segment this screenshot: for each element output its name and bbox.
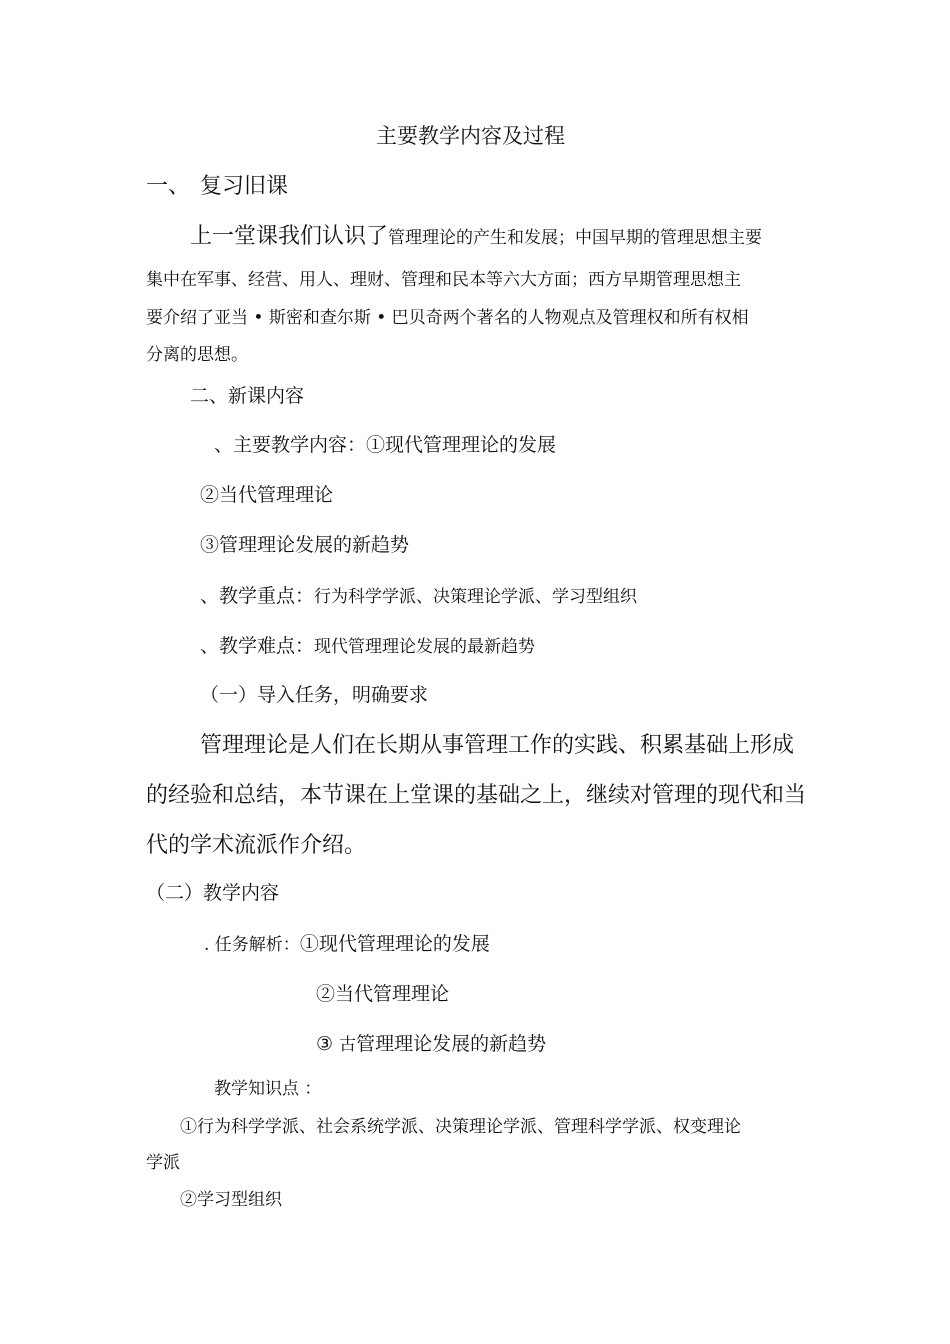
main-content-line1 [214,436,556,455]
knowledge-point1-line2: 学派 [146,1153,180,1173]
main-content-label: 、主要教学内容： [214,434,367,456]
knowledge-points-label: 教学知识点 ： [214,1079,322,1099]
paragraph-lead: 上一堂课我们认识了 [190,224,389,249]
main-content-item3: ③管理理论发展的新趋势 [200,534,410,556]
main-content-item2: ②当代管理理论 [200,484,334,506]
part1-paragraph-line2: 的经验和总结，本节课在上堂课的基础之上，继续对管理的现代和当 [146,783,807,808]
paragraph-text: 管理理论的产生和发展；中国早期的管理思想主要 [388,228,763,248]
task-item1: 现代管理理论的发展 [318,933,490,955]
section2-heading: 二、新课内容 [190,385,305,407]
part1-heading: （一）导入任务，明确要求 [200,684,429,706]
part1-paragraph-line1: 管理理论是人们在长期从事管理工作的实践、积累基础上形成 [200,733,795,758]
task-analysis-line1 [204,935,490,954]
section1-paragraph-line2: 集中在军事、经营、用人、理财、管理和民本等六大方面；西方早期管理思想主 [146,270,741,290]
page-title: 主要教学内容及过程 [376,124,565,148]
key-points-line [200,587,637,606]
task-item3-mark: 古 [339,1035,357,1055]
main-content-item1: ①现代管理理论的发展 [366,434,557,456]
task-analysis-label: . 任务解析： [204,935,300,955]
difficult-points-line [200,637,535,656]
task-item3: 管理理论发展的新趋势 [356,1033,547,1055]
knowledge-point1-line1: ①行为科学学派、社会系统学派、决策理论学派、管理科学学派、权变理论 [180,1117,741,1137]
task-analysis-line3 [316,1035,546,1054]
part2-heading: （二）教学内容 [146,882,280,904]
section1-paragraph-line3: 要介绍了亚当 • 斯密和查尔斯 • 巴贝奇两个著名的人物观点及管理权和所有权相 [146,308,749,328]
task-item2-number: ② [316,983,336,1005]
task-item2: 当代管理理论 [335,983,450,1005]
section1-paragraph-line4: 分离的思想。 [146,345,248,365]
knowledge-point2: ②学习型组织 [180,1190,282,1210]
key-points-label: 、教学重点： [200,585,315,607]
section1-paragraph-line1 [190,226,762,248]
difficult-points-label: 、教学难点： [200,635,315,657]
part1-paragraph-line3: 代的学术流派作介绍。 [146,833,367,858]
task-analysis-line2 [316,985,449,1004]
section1-heading: 复习旧课 [200,174,289,199]
task-item3-number: ③ [316,1033,334,1055]
section1-number: 一、 [146,174,191,199]
difficult-points-text: 现代管理理论发展的最新趋势 [314,637,536,657]
key-points-text: 行为科学学派、决策理论学派、学习型组织 [314,587,638,607]
task-item1-number: ① [299,933,319,955]
